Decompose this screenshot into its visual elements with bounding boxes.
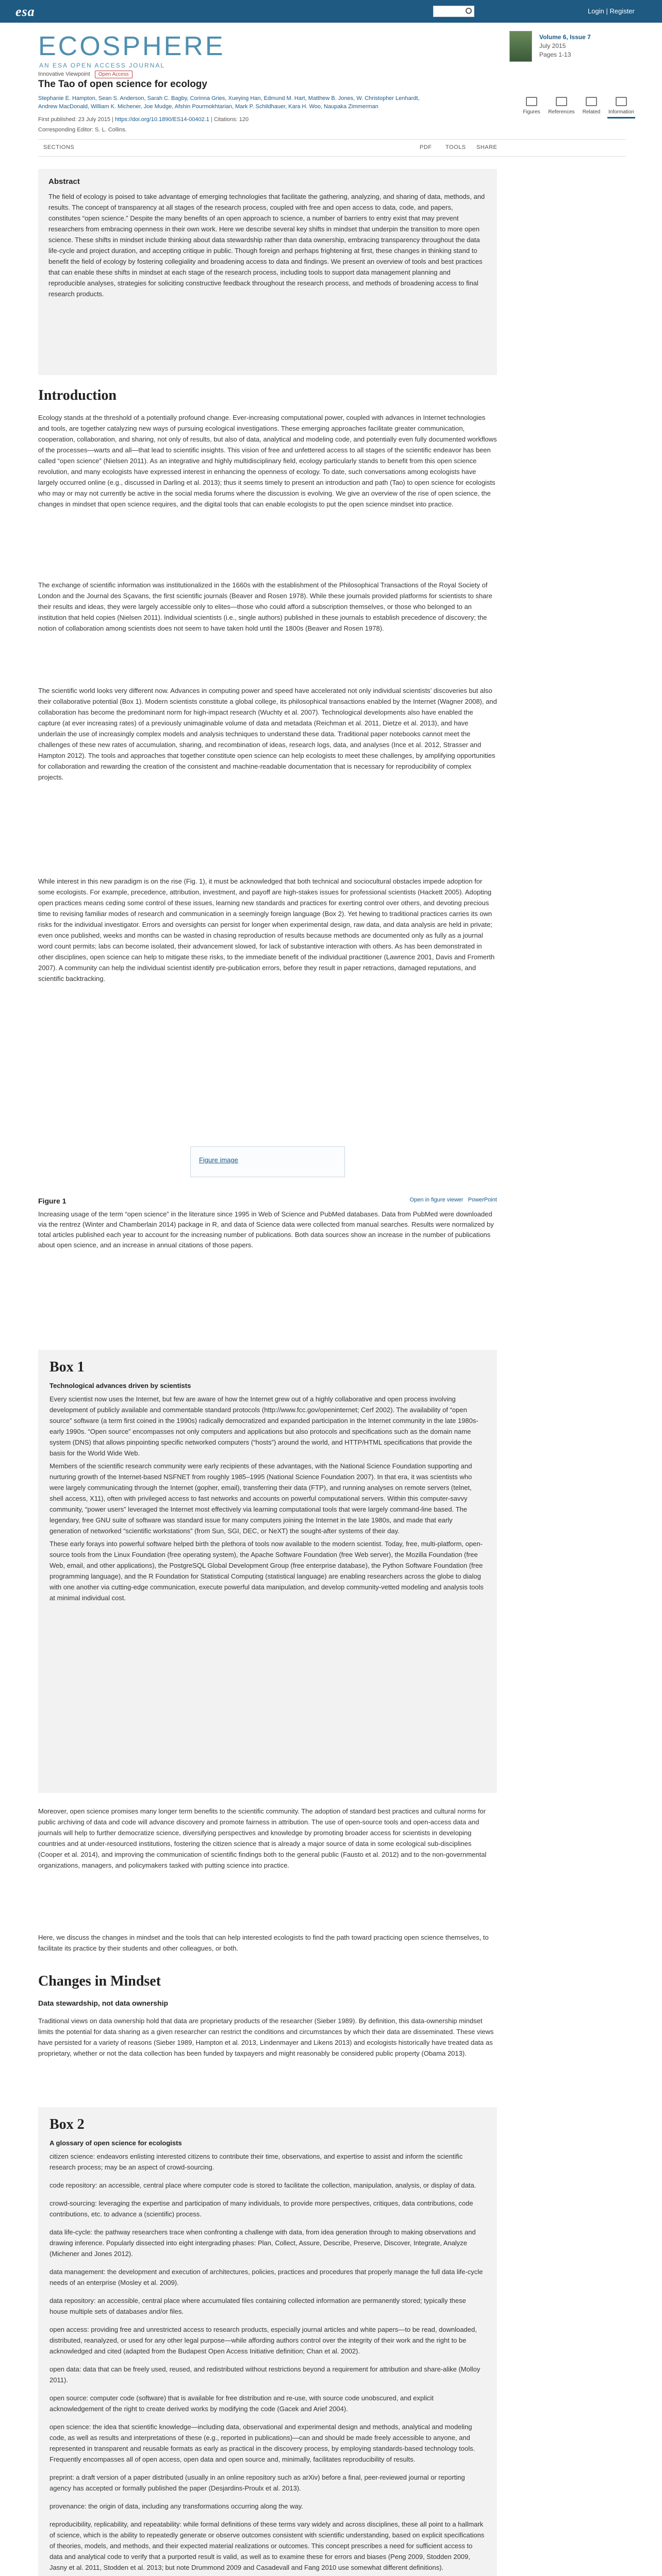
body-paragraph: Here, we discuss the changes in mindset and the tools that can help interested ecologists to find the path toward practicing open science themselves, to facilitate its practice by their students and other colleagues, or both.	[38, 1934, 489, 1952]
journal-subtitle: AN ESA OPEN ACCESS JOURNAL	[39, 62, 166, 69]
figure-label: Figure 1	[38, 1197, 67, 1205]
esa-logo[interactable]: esa	[15, 4, 35, 19]
issue-date: July 2015	[539, 42, 566, 49]
volume-link[interactable]: Volume 6, Issue 7	[539, 33, 591, 41]
figures-icon	[526, 97, 537, 106]
publication-info: First published: 23 July 2015 | https://doi.org/10.1890/ES14-00402.1 | Citations: 120	[38, 116, 249, 123]
intro-paragraph: While interest in this new paradigm is on the rise (Fig. 1), it must be acknowledged that both technical and sociocultural obstacles impede adoption for some ecologists. For example, precedence, attribution, investment, and payoff are high-stakes issues for professional scientists (Hackett 2005). Adopting open practices means ceding some control of these issues, learning new standards and practices for exerting control over others, and devoting precious time to revising familiar modes of research and communication in a seemingly foreign language (Box 2). Yet hewing to traditional practices carries its own risks for the individual investigator. Errors and oversights can persist for longer when experimental design, raw data, and data analysis are held in private; even once published, weeks and months can be wasted in chasing reproduction of results because methods are documented only as fully as a journal word count permits; labs can become isolated, their advancement slowed, for lack of substantive interaction with others. As has been demonstrated in other disciplines, open science can help to mitigate these risks, to the immediate benefit of the individual practitioner (Lawrence 2001, Davis and Fromerth 2007). A community can help the individual scientist identify pre-publication errors, before they result in paper retractions, damaged reputations, and scientific backtracking.	[38, 877, 495, 982]
auth-separator: |	[606, 7, 608, 15]
journal-title[interactable]: ECOSPHERE	[38, 31, 225, 61]
figure-image[interactable]	[190, 1146, 345, 1177]
search-icon[interactable]	[466, 8, 472, 14]
glossary-entry: data life-cycle: the pathway researchers trace when confronting a challenge with data, from idea generation through to making observations and drawing inference. Popularly dissected into eight intergrading phases: Plan, Collect, Assure, Describe, Preserve, Discover, Integrate, Analyze (Michener and Jones 2012).	[49, 2228, 476, 2258]
box-heading: Box 1	[49, 1359, 85, 1375]
information-icon	[616, 97, 627, 106]
search-input[interactable]	[433, 6, 474, 17]
intro-paragraph: The scientific world looks very different now. Advances in computing power and speed have accelerated not only individual scientists’ discoveries but also their collaborative potential (Box 1). Modern scientists constitute a global college, its philosophical transactions enabled by the Internet (Wagner 2008), and collaboration has become the predominant norm for high-impact research (Wuchty et al. 2007). Technological developments also have enabled the capture (at ever increasing rates) of a previously unimaginable volume of data and metadata (Reichman et al. 2011, Dietze et al. 2013), and have underlain the use of increasingly complex models and analysis techniques to understand these data. Traditional paper notebooks cannot meet the challenges of these new rates of accumulation, sharing, and recombination of ideas, research logs, data, and analyses (Ince et al. 2012, Strasser and Hampton 2012). The tools and approaches that together constitute open science can help ecologists to meet these challenges, by amplifying opportunities for collaboration and rewarding the creation of the consistent and machine-readable documentation that is necessary for reproducibility of complex projects.	[38, 687, 497, 781]
tab-label: Related	[582, 109, 601, 115]
site-header	[0, 0, 662, 23]
login-link[interactable]: Login	[588, 7, 604, 15]
related-icon	[586, 97, 597, 106]
glossary-entry: reproducibility, replicability, and repeatability: while formal definitions of these terms vary widely and across disciplines, these all point to a hallmark of science, which is the ability to repeatedly generate or observe outcomes consistent with scientific understanding, based on explicit specifications of theories, models, and methods, and their expected material realizations or outcomes. This concept prescribes a need for sufficient access to data and analytical code to verify that a purported result is valid, as well as to examine these for errors and biases (Peng 2009, Stodden 2009, Jasny et al. 2011, Stodden et al. 2013; but note Drummond 2009 and Casadevall and Fang 2010 use somewhat different definitions).	[49, 2520, 485, 2571]
article-side-tabs	[518, 93, 636, 118]
glossary-entry: citizen science: endeavors enlisting interested citizens to contribute their time, observations, and expertise to assist and inform the scientific research process; may be an aspect of crowd-sourcing.	[49, 2153, 463, 2171]
body-paragraph: Traditional views on data ownership hold that data are proprietary products of the researcher (Sieber 1989). By definition, this data-ownership mindset limits the potential for data sharing as a given researcher can restrict the conditions and circumstances by which their data are disseminated. These views have persisted for a variety of reasons (Sieber 1989, Hampton et al. 2013, Lindenmayer and Likens 2013) and ecologists historically have treated data as proprietary, whether or not the data collection has been funded by taxpayers and might reasonably be considered public property (Obama 2013).	[38, 2017, 494, 2057]
issue-pages: Pages 1-13	[539, 51, 571, 58]
intro-paragraph: Ecology stands at the threshold of a potentially profound change. Ever-increasing computational power, coupled with advances in Internet technologies and tools, are together catalyzing new ways of pursuing ecological investigations. These emerging approaches facilitate greater communication, cooperation, collaboration, and sharing, not only of results, but also of data, analytical and modeling code, and potentially even fully documented workflows of the processes—warts and all—that lead to scientific insights. This vision of free and unfettered access to all stages of the scientific endeavor has been called “open science” (Nielsen 2011). As an integrative and highly multidisciplinary field, ecology particularly stands to benefit from this open science revolution, and many ecologists have expressed interest in enhancing the openness of ecology. To date, such conversations among ecologists have largely occurred online (e.g., discussed in Darling et al. 2013); thus it seems timely to present an introduction and path (Tao) to open science for ecologists who may or may not currently be active in the social media forums where the discussion is evolving. We give an overview of the rise of open science, the changes in mindset that open science requires, and the digital tools that can enable ecologists to put the open science mindset into practice.	[38, 414, 497, 508]
glossary-entry: data management: the development and execution of architectures, policies, practices and procedures that properly manage the full data life-cycle needs of an enterprise (Mosley et al. 2009).	[49, 2268, 483, 2286]
corresponding-editor: Corresponding Editor: S. L. Collins.	[38, 127, 127, 133]
glossary-entry: open data: data that can be freely used, reused, and redistributed without restrictions beyond a requirement for attribution and share-alike (Molloy 2011).	[49, 2365, 481, 2384]
auth-links	[588, 7, 635, 15]
tab-label: Information	[608, 109, 635, 115]
introduction-heading: Introduction	[38, 387, 117, 403]
glossary-entry: open source: computer code (software) that is available for free distribution and re-use, with source code unobscured, and explicit acknowledgement of the right to create derived works by modifying the code (Gacek and Arief 2004).	[49, 2394, 434, 2413]
box-paragraph: These early forays into powerful software helped birth the plethora of tools now available to the modern scientist. Today, free, multi-platform, open-source tools from the Linux Foundation (free operating system), the Apache Software Foundation (free Web server), the Mozilla Foundation (free Web, email, and other applications), the PostgreSQL Global Development Group (free enterprise database), the Python Software Foundation (free programming language), and the R Foundation for Statistical Computing (statistical language) are enabling researchers across the globe to dialog with one another via cutting-edge communication, execute powerful data manipulation, and develop community-vetted modeling and analysis tools at minimal individual cost.	[49, 1540, 484, 1602]
box-heading: Box 2	[49, 2116, 85, 2132]
doi-link[interactable]: https://doi.org/10.1890/ES14-00402.1	[115, 116, 209, 123]
article-toolbar	[38, 139, 626, 157]
abstract-text: The field of ecology is poised to take advantage of emerging technologies that facilitate the gathering, analyzing, and sharing of data, methods, and results. The concept of transparency at all stages of the research process, coupled with free and open access to data, code, and papers, constitutes “open science.” Despite the many benefits of an open approach to science, a number of barriers to entry exist that may prevent researchers from embracing openness in their own work. Here we describe several key shifts in mindset that underpin the transition to more open science. These shifts in mindset include thinking about data stewardship rather than data ownership, embracing transparency throughout the data life-cycle and project duration, and accepting critique in public. Though foreign and perhaps frightening at first, these changes in thinking stand to benefit the field of ecology by fostering collegiality and broadening access to data and findings. We present an overview of tools and best practices that can enable these shifts in mindset at each stage of the research process, including tools to support data management planning and reproducible analyses, strategies for soliciting constructive feedback throughout the research process, and methods of broadening access to final research products.	[48, 193, 485, 298]
article-category: Innovative Viewpoint	[38, 71, 90, 77]
abstract-section	[38, 169, 497, 375]
glossary-entry: crowd-sourcing: leveraging the expertise and participation of many individuals, to provide more perspectives, critiques, data contributions, code contributions, etc. to advance a (scientific) process.	[49, 2199, 473, 2218]
tools-menu[interactable]: TOOLS	[445, 144, 466, 150]
body-paragraph: Moreover, open science promises many longer term benefits to the scientific community. The adoption of standard best practices and cultural norms for public archiving of data and code will advance discovery and promote fairness in attribution. The use of open-source tools and open-access data and journals will help to further democratize science, diversifying perspectives and knowledge by promoting broader access for scientists in developing countries and at under-resourced institutions, fostering the citizen science that is already a major source of data in some ecological sub-disciplines (Cooper et al. 2014), and improving the communication of scientific findings both to the general public (Fausto et al. 2012) and to the non-governmental organizations, managers, and policymakers tasked with putting science into practice.	[38, 1807, 487, 1869]
journal-cover-image[interactable]	[509, 31, 532, 62]
figure-image-link[interactable]: Figure image	[199, 1156, 238, 1164]
share-menu[interactable]: SHARE	[476, 144, 498, 150]
tab-information[interactable]	[607, 93, 635, 118]
abstract-heading: Abstract	[48, 177, 80, 186]
sections-menu[interactable]: SECTIONS	[43, 144, 75, 150]
glossary-list	[49, 2151, 486, 2576]
issue-info	[539, 33, 591, 59]
tab-related[interactable]	[577, 93, 605, 118]
open-figure-viewer-link[interactable]: Open in figure viewer	[409, 1197, 464, 1203]
glossary-entry: code repository: an accessible, central place where computer code is stored to facilitate the collection, manipulation, analysis, or display of data.	[49, 2181, 476, 2189]
open-access-badge: Open Access	[95, 71, 133, 78]
tab-label: References	[548, 109, 575, 115]
citations-count[interactable]: Citations: 120	[213, 116, 249, 123]
first-published: First published: 23 July 2015	[38, 116, 111, 123]
box-2	[38, 2107, 497, 2576]
tab-label: Figures	[523, 109, 540, 115]
glossary-entry: preprint: a draft version of a paper distributed (usually in an online repository such as arXiv) before a final, peer-reviewed journal or reporting agency has accepted or formally published the paper (Desjardins-Proulx et al. 2013).	[49, 2473, 465, 2492]
author-list[interactable]: Stephanie E. Hampton, Sean S. Anderson, Sarah C. Bagby, Corinna Gries, Xueying Han, Edmund M. Hart, Matthew B. Jones, W. Christopher Lenhardt, Andrew MacDonald, William K. Michener, Joe Mudge, Afshin Pourmokhtarian, Mark P. Schildhauer, Kara H. Woo, Naupaka Zimmerman	[38, 95, 420, 110]
tab-figures[interactable]	[518, 93, 545, 118]
glossary-entry: data repository: an accessible, central place where accumulated files containing collected information are permanently stored; typically these house multiple sets of databases and/or files.	[49, 2297, 466, 2315]
glossary-entry: open science: the idea that scientific knowledge—including data, observational and experimental design and methods, analytical and modeling code, as well as results and interpretations of these (e.g., reported in publications)—can and should be made freely accessible to anyone, and represented in transparent and reusable formats as early as practical in the discovery process, by employing standards-based technology tools. Frequently encompasses all of open access, open data and open source and, minimally, facilitates reproducibility of results.	[49, 2423, 475, 2463]
tab-references[interactable]	[548, 93, 575, 118]
box-1	[38, 1350, 497, 1793]
box-paragraph: Every scientist now uses the Internet, but few are aware of how the Internet grew out of a highly collaborative and open process involving development of publicly available and commentable standard protocols (http://www.fcc.gov/openinternet; Cerf 2002). The availability of “open source” software (a term first coined in the 1990s) radically democratized and expanded participation in the Internet community in the late 1980s-early 1990s. “Open source” encompasses not only computers and applications but also protocols and specifications such as the domain name system (DNS) that allows pinpointing specific networked computers (“hosts”) around the world, and HTTP/HTML specifications that provide the basis for the World Wide Web.	[49, 1395, 478, 1457]
powerpoint-link[interactable]: PowerPoint	[468, 1197, 497, 1203]
references-icon	[556, 97, 567, 106]
changes-subheading: Data stewardship, not data ownership	[38, 1999, 169, 2007]
pdf-button[interactable]: PDF	[420, 144, 432, 150]
changes-heading: Changes in Mindset	[38, 1973, 161, 1989]
article-title: The Tao of open science for ecology	[38, 79, 207, 90]
glossary-entry: provenance: the origin of data, including any transformations occurring along the way.	[49, 2502, 303, 2510]
figure-1	[38, 1146, 497, 1342]
article-type	[38, 71, 133, 78]
box-paragraph: Members of the scientific research community were early recipients of these advantages, with the National Science Foundation supporting and nurturing growth of the Internet-based NSFNET from roughly 1985–1995 (National Science Foundation 2007). In that era, it was scientists who were largely communicating through the Internet (gopher, email), transferring their data (FTP), and running analyses on remote servers (telnet, shell access, X11), often with privileged access to fast networks and accounts on powerful computational servers. Within this computer-savvy community, “power users” leveraged the Internet most effectively via learning computational tools that were largely command-line based. The legendary, free GNU suite of software was standard issue for many computers joining the Internet in the late 1980s, and made that early generation of networked “scientific workstations” (from Sun, SGI, DEC, or NeXT) the sought-after systems of their day.	[49, 1462, 472, 1535]
glossary-entry: open access: providing free and unrestricted access to research products, especially journal articles and white papers—to be read, downloaded, distributed, reanalyzed, or used for any other legal purpose—while affording authors control over the integrity of their work and the right to be acknowledged and cited (adapted from the Budapest Open Access Initiative definition; Chan et al. 2002).	[49, 2326, 477, 2355]
intro-paragraph: The exchange of scientific information was institutionalized in the 1660s with the establishment of the Philosophical Transactions of the Royal Society of London and the Journal des Sçavans, the first scientific journals (Beaver and Rosen 1978). While these journals provided platforms for scientists to share their results and ideas, they were largely accessible only to elites—those who could afford a subscription themselves, or those who belonged to an institution that held copies (Nielsen 2011). Individual scientists (i.e., single authors) published in these journals to establish precedence of discovery; the notion of collaboration among scientists does not seem to have taken hold until the 1800s (Beaver and Rosen 1978).	[38, 581, 492, 632]
box-subheading: A glossary of open science for ecologists	[49, 2139, 182, 2147]
figure-links	[410, 1197, 497, 1203]
box-subheading: Technological advances driven by scientists	[49, 1382, 191, 1389]
register-link[interactable]: Register	[609, 7, 635, 15]
figure-caption: Increasing usage of the term “open science” in the literature since 1995 in Web of Science and PubMed databases. Data from PubMed were downloaded via the rentrez (Winter and Chamberlain 2014) package in R, and data of Science data were collected from manual searches. Results were normalized by total articles published each year to account for the increasing number of publications. Both data sources show an increase in the number of publications about open science, and an increase in annual citations of those papers.	[38, 1210, 494, 1249]
